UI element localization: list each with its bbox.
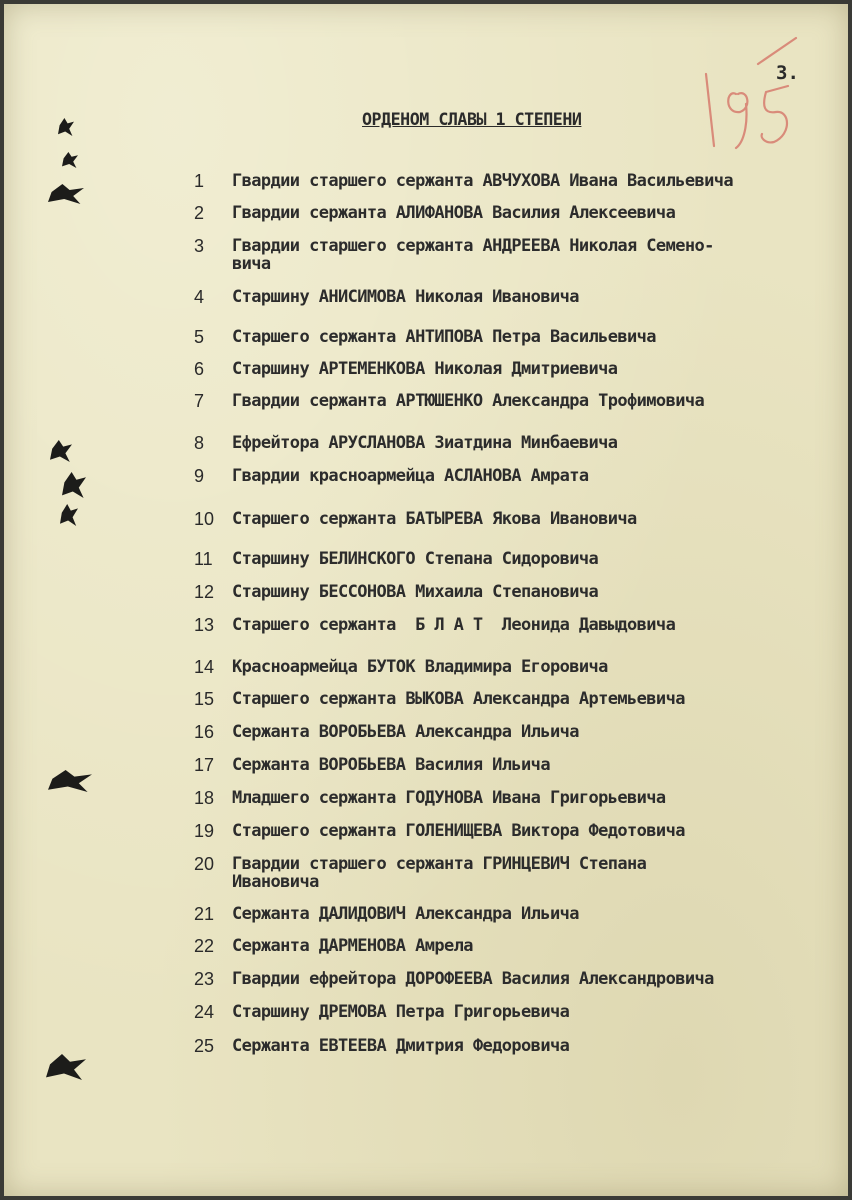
binding-hole bbox=[50, 440, 72, 462]
item-number: 6 bbox=[194, 359, 205, 379]
binding-hole bbox=[62, 152, 78, 168]
list-item bbox=[194, 690, 832, 708]
item-text: Старшего сержанта ГОЛЕНИЩЕВА Виктора Федотовича bbox=[232, 821, 685, 841]
document-page bbox=[4, 4, 848, 1196]
item-text: Старшину ДРЕМОВА Петра Григорьевича bbox=[232, 1002, 570, 1022]
item-number: 22 bbox=[194, 936, 215, 956]
item-text: Гвардии красноармейца АСЛАНОВА Амрата bbox=[232, 466, 589, 486]
item-text: Старшину БЕЛИНСКОГО Степана Сидоровича bbox=[232, 549, 599, 569]
item-number: 12 bbox=[194, 582, 215, 602]
item-number: 1 bbox=[194, 171, 205, 191]
list-item bbox=[194, 172, 832, 190]
list-item bbox=[194, 789, 832, 807]
item-text: Ефрейтора АРУСЛАНОВА Зиатдина Минбаевича bbox=[232, 433, 618, 453]
list-item bbox=[194, 937, 832, 955]
list-item bbox=[194, 616, 832, 634]
binding-hole bbox=[48, 184, 84, 204]
item-text: Сержанта ДАЛИДОВИЧ Александра Ильича bbox=[232, 904, 579, 924]
list-item bbox=[194, 1003, 832, 1021]
item-number: 14 bbox=[194, 657, 215, 677]
item-number: 13 bbox=[194, 615, 215, 635]
item-text: Старшину АНИСИМОВА Николая Ивановича bbox=[232, 287, 579, 307]
list-item bbox=[194, 204, 832, 222]
item-number: 10 bbox=[194, 509, 215, 529]
item-number: 17 bbox=[194, 755, 215, 775]
item-text: Гвардии сержанта АЛИФАНОВА Василия Алексеевича bbox=[232, 203, 676, 223]
list-item bbox=[194, 583, 832, 601]
list-item bbox=[194, 822, 832, 840]
list-item bbox=[194, 237, 817, 273]
item-number: 20 bbox=[194, 854, 215, 874]
item-number: 23 bbox=[194, 969, 215, 989]
item-text: Старшего сержанта БАТЫРЕВА Якова Ивановича bbox=[232, 509, 637, 529]
item-number: 18 bbox=[194, 788, 215, 808]
page-number: 3. bbox=[776, 62, 799, 84]
item-text: Сержанта ВОРОБЬЕВА Александра Ильича bbox=[232, 722, 579, 742]
list-item bbox=[194, 970, 832, 988]
item-text: Гвардии старшего сержанта ГРИНЦЕВИЧ Степана Ивановича bbox=[232, 854, 647, 892]
list-item bbox=[194, 756, 832, 774]
list-item bbox=[194, 905, 832, 923]
item-text: Старшего сержанта АНТИПОВА Петра Васильевича bbox=[232, 327, 656, 347]
list-item bbox=[194, 1037, 832, 1055]
list-item bbox=[194, 328, 832, 346]
item-text: Младшего сержанта ГОДУНОВА Ивана Григорьевича bbox=[232, 788, 666, 808]
list-item bbox=[194, 392, 832, 410]
binding-hole bbox=[62, 472, 86, 498]
binding-hole bbox=[58, 118, 74, 136]
item-number: 19 bbox=[194, 821, 215, 841]
list-item bbox=[194, 467, 832, 485]
binding-hole bbox=[46, 1054, 86, 1080]
item-number: 21 bbox=[194, 904, 215, 924]
item-text: Старшину АРТЕМЕНКОВА Николая Дмитриевича bbox=[232, 359, 618, 379]
section-heading: ОРДЕНОМ СЛАВЫ 1 СТЕПЕНИ bbox=[362, 110, 582, 130]
item-number: 9 bbox=[194, 466, 205, 486]
list-item bbox=[194, 510, 832, 528]
item-number: 8 bbox=[194, 433, 205, 453]
item-text: Сержанта ВОРОБЬЕВА Василия Ильича bbox=[232, 755, 550, 775]
item-number: 3 bbox=[194, 236, 205, 256]
item-number: 11 bbox=[194, 549, 213, 569]
item-number: 15 bbox=[194, 689, 215, 709]
item-text: Красноармейца БУТОК Владимира Егоровича bbox=[232, 657, 608, 677]
item-number: 5 bbox=[194, 327, 205, 347]
item-number: 16 bbox=[194, 722, 215, 742]
item-text: Старшину БЕССОНОВА Михаила Степановича bbox=[232, 582, 599, 602]
list-item bbox=[194, 658, 832, 676]
list-item bbox=[194, 723, 832, 741]
item-text: Гвардии ефрейтора ДОРОФЕЕВА Василия Александровича bbox=[232, 969, 714, 989]
list-item bbox=[194, 360, 832, 378]
item-text: Гвардии старшего сержанта АНДРЕЕВА Николая Семено- вича bbox=[232, 236, 714, 274]
item-text: Сержанта ЕВТЕЕВА Дмитрия Федоровича bbox=[232, 1036, 570, 1056]
item-text: Гвардии сержанта АРТЮШЕНКО Александра Трофимовича bbox=[232, 391, 705, 411]
list-item bbox=[194, 855, 817, 891]
handwritten-annotation bbox=[696, 34, 806, 164]
item-text: Сержанта ДАРМЕНОВА Амрела bbox=[232, 936, 473, 956]
item-number: 25 bbox=[194, 1036, 215, 1056]
list-item bbox=[194, 434, 832, 452]
item-number: 7 bbox=[194, 391, 205, 411]
item-number: 2 bbox=[194, 203, 205, 223]
list-item bbox=[194, 550, 832, 568]
list-item bbox=[194, 288, 832, 306]
binding-hole bbox=[48, 770, 92, 792]
item-text: Старшего сержанта Б Л А Т Леонида Давыдовича bbox=[232, 615, 676, 635]
item-number: 4 bbox=[194, 287, 205, 307]
item-number: 24 bbox=[194, 1002, 215, 1022]
binding-hole bbox=[60, 504, 78, 526]
item-text: Старшего сержанта ВЫКОВА Александра Артемьевича bbox=[232, 689, 685, 709]
item-text: Гвардии старшего сержанта АВЧУХОВА Ивана Васильевича bbox=[232, 171, 734, 191]
